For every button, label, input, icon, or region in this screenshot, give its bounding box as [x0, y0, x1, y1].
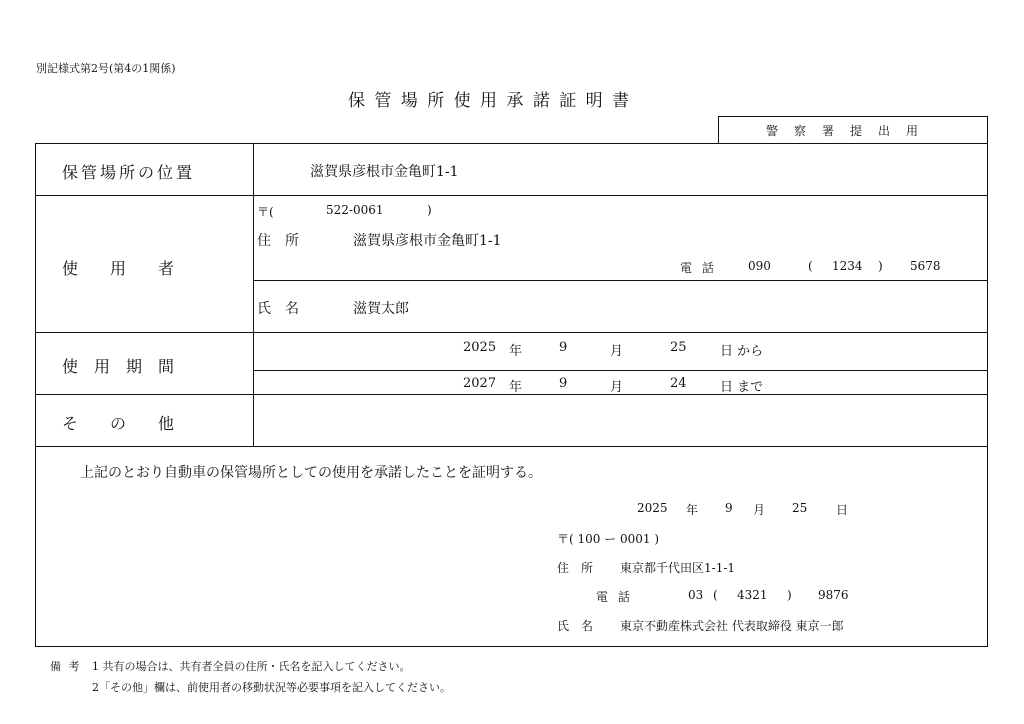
period-label: 使 用 期 間 [62, 357, 175, 376]
cert-date-day-unit: 日 [836, 503, 849, 517]
note-2: 2「その他」欄は、前使用者の移動状況等必要事項を記入してください。 [92, 681, 451, 694]
user-name-label: 氏 名 [257, 301, 299, 317]
user-postal-mark: 〒( [257, 205, 274, 219]
cert-date-day: 25 [792, 501, 808, 515]
cert-address: 東京都千代田区1-1-1 [620, 561, 736, 575]
user-postal-close: ) [427, 203, 432, 217]
location-value: 滋賀県彦根市金亀町1-1 [310, 164, 459, 180]
user-address-label: 住 所 [257, 233, 299, 249]
user-phone-open: ( [808, 259, 813, 273]
user-postal-code: 522-0061 [326, 203, 384, 217]
cert-phone-1: 03 [688, 588, 704, 602]
user-phone-close: ) [878, 259, 883, 273]
period-to-year-unit: 年 [509, 380, 523, 395]
cert-phone-close: ) [787, 588, 792, 602]
cert-phone-label: 電 話 [596, 590, 633, 604]
notes-label: 備 考 [50, 660, 82, 673]
cert-name: 東京不動産株式会社 代表取締役 東京一郎 [620, 619, 844, 633]
note-1: 1 共有の場合は、共有者全員の住所・氏名を記入してください。 [92, 660, 411, 673]
period-to-day: 24 [670, 376, 687, 391]
user-label: 使 用 者 [62, 259, 175, 278]
user-phone-label: 電 話 [680, 261, 717, 275]
period-to-year: 2027 [463, 376, 497, 391]
user-phone-1: 090 [748, 259, 771, 273]
cert-date-month-unit: 月 [753, 503, 766, 517]
cert-date-year: 2025 [637, 501, 668, 515]
period-from-year-unit: 年 [509, 344, 523, 359]
period-from-day: 25 [670, 340, 687, 355]
period-from-year: 2025 [463, 340, 497, 355]
police-submission-label: 警 察 署 提 出 用 [766, 124, 921, 138]
user-phone-2: 1234 [832, 259, 863, 273]
cert-name-label: 氏 名 [557, 619, 594, 633]
user-phone-3: 5678 [910, 259, 941, 273]
cert-date-year-unit: 年 [686, 503, 699, 517]
period-from-month: 9 [559, 340, 568, 355]
user-address: 滋賀県彦根市金亀町1-1 [353, 233, 502, 249]
cert-address-label: 住 所 [557, 561, 594, 575]
cert-phone-2: 4321 [737, 588, 768, 602]
cert-date-month: 9 [725, 501, 733, 515]
document-title: 保 管 場 所 使 用 承 諾 証 明 書 [348, 91, 632, 111]
form-reference: 別記様式第2号(第4の1関係) [36, 62, 176, 75]
period-to-day-unit: 日 まで [720, 380, 764, 395]
cert-postal-line: 〒( 100 ー 0001 ) [557, 532, 660, 546]
cert-phone-open: ( [713, 588, 718, 602]
period-from-day-unit: 日 から [720, 344, 764, 359]
other-label: そ の 他 [62, 414, 175, 433]
period-from-month-unit: 月 [610, 344, 624, 359]
period-to-month-unit: 月 [610, 380, 624, 395]
location-label: 保管場所の位置 [62, 163, 196, 182]
certification-statement: 上記のとおり自動車の保管場所としての使用を承諾したことを証明する。 [80, 465, 542, 481]
period-to-month: 9 [559, 376, 568, 391]
user-name: 滋賀太郎 [353, 301, 409, 317]
cert-phone-3: 9876 [818, 588, 849, 602]
